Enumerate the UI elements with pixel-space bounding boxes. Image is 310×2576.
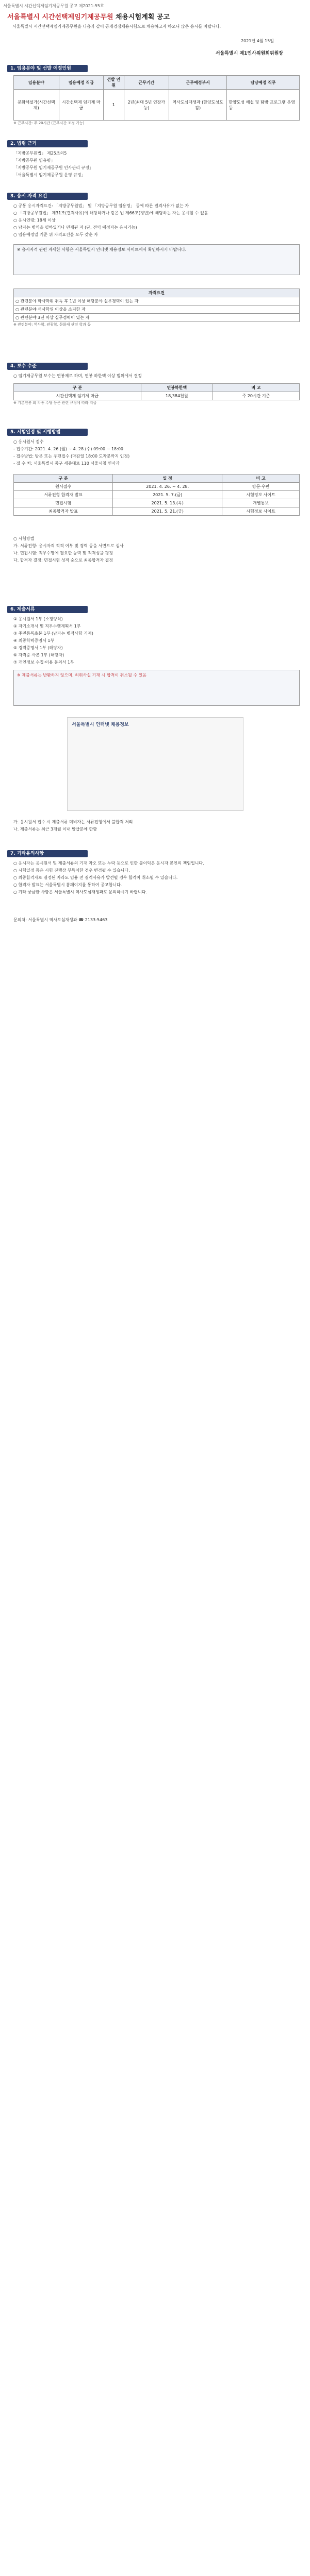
contact-info: 문의처: 서울특별시 역사도심재생과 ☎ 2133-5463 [13,918,108,922]
table-cell: 시험정보 사이트 [222,491,300,499]
list-item: 「지방공무원 임기제공무원 인사관리 규정」 [13,165,94,170]
table-row [14,483,300,491]
table-cell: 시간선택제 임기제 마급 [14,392,141,400]
table-header: 구 분 [14,474,113,483]
website-screenshot [67,717,243,811]
list-item: ○ 합격자 발표는 서울특별시 홈페이지를 통하여 공고합니다. [13,883,122,887]
section-5-body [13,439,300,468]
section-2-title: 2. 법령 근거 [7,140,88,147]
list-item: 「지방공무원법」 제25조의5 [13,151,67,156]
intro-text: 서울특별시 시간선택제임기제공무원을 다음과 같이 공개경쟁채용시험으로 채용하고자 하오니 많은 응시를 바랍니다. [12,24,221,29]
table-cell: 2021. 4. 26. ~ 4. 28. [113,483,222,491]
table-header-row [14,474,300,483]
list-item: ③ 주민등록초본 1부 (남자는 병적사항 기재) [13,631,93,636]
section-7-title: 7. 기타유의사항 [7,850,88,857]
table-header-row [14,384,300,392]
table-cell: 2021. 5. 7.(금) [113,491,222,499]
table-row [14,314,300,322]
section-lead: ○ 응시원서 접수 [13,439,44,444]
table-cell: 면접시험 [14,499,113,507]
salary-table [13,383,300,405]
table-row [14,90,300,121]
notice-text: ※ 제출서류는 반환하지 않으며, 허위사실 기재 시 합격이 취소될 수 있음 [17,673,147,677]
table-header: 구 분 [14,384,141,392]
table-cell: 시험정보 사이트 [222,507,300,516]
table-header: 근무예정부서 [169,76,227,90]
section-6-notes [13,819,300,834]
page-title [7,11,303,21]
list-item: ① 응시원서 1부 (소정양식) [13,617,63,621]
section-5-title: 5. 시험일정 및 시행방법 [7,429,88,436]
list-item: 가. 응시원서 접수 시 제출서류 미비자는 서류전형에서 불합격 처리 [13,820,133,824]
list-item: ○ 응시자는 응시원서 및 제출서류의 기재 착오 또는 누락 등으로 인한 불이익은 응시자 본인의 책임입니다. [13,861,204,866]
list-item: ⑤ 경력증명서 1부 (해당자) [13,646,63,650]
signer: 서울특별시 제1인사위원회위원장 [215,51,283,56]
list-item: 나. 제출서류는 최근 3개월 이내 발급분에 한함 [13,827,97,832]
section-3-title: 3. 응시 자격 요건 [7,193,88,200]
title-red: 서울특별시 시간선택제임기제공무원 [7,13,113,21]
positions-table [13,75,300,126]
notice-date: 2021년 4월 15일 [241,39,274,43]
section-2-body [13,150,300,179]
schedule-table [13,474,300,516]
table-header-row [14,76,300,90]
section-5-method [13,536,300,565]
table-header: 자격요건 [14,289,300,297]
table-note: ※ 근무시간: 주 20시간 (근무시간 조정 가능) [13,121,85,125]
section-4-title: 4. 보수 수준 [7,363,88,370]
section-4-body [13,373,300,380]
table-row [14,392,300,400]
table-row [14,297,300,306]
table-cell: 18,384천원 [141,392,213,400]
section-6-title: 6. 제출서류 [7,606,88,613]
table-header: 비 고 [213,384,299,392]
table-header: 임용예정 직급 [59,76,103,90]
table-row [14,507,300,516]
list-item: ⑥ 자격증 사본 1부 (해당자) [13,653,64,657]
section-6-notice-box [13,670,300,706]
list-item: ○ 최종합격자로 결정된 자라도 임용 전 결격사유가 발견될 경우 합격이 취소될 수 있습니다. [13,875,178,880]
table-cell: 개별통보 [222,499,300,507]
section-3-notice-box: ※ 응시자격 관련 자세한 사항은 서울특별시 인터넷 채용정보 사이트에서 확인하시기 바랍니다. [13,244,300,275]
table-row [14,306,300,314]
list-item: 나. 면접시험: 직무수행에 필요한 능력 및 적격성을 평정 [13,551,113,555]
list-item: ○ 「지방공무원법」 제31조(결격사유)에 해당하거나 같은 법 제66조(정년)에 해당하는 자는 응시할 수 없음 [13,211,208,215]
notice-number: 서울특별시 시간선택제임기제공무원 공고 제2021-55호 [3,4,104,8]
list-item: ○ 임용예정일 기준 위 자격요건을 모두 갖춘 자 [13,232,98,237]
table-cell: 1 [103,90,124,121]
table-cell: 서류전형 합격자 발표 [14,491,113,499]
section-6-body [13,616,300,667]
section-lead: ○ 임기제공무원 보수는 연봉제로 하며, 연봉 하한액 이상 범위에서 결정 [13,374,142,378]
list-item: ② 자기소개서 및 직무수행계획서 1부 [13,624,81,629]
table-header: 담당예정 직무 [227,76,300,90]
list-item: - 접 수 처: 서울특별시 중구 세종대로 110 서울시청 인사과 [13,461,120,466]
list-item: 「서울특별시 임기제공무원 운영 규정」 [13,173,86,177]
table-cell: 2021. 5. 21.(금) [113,507,222,516]
list-item: ④ 최종학력증명서 1부 [13,638,55,643]
table-header: 근무기간 [124,76,169,90]
list-item: ○ 남자는 병역을 필하였거나 면제된 자 (단, 전역 예정자는 응시가능) [13,225,137,230]
table-cell: 2021. 5. 13.(목) [113,499,222,507]
section-lead: ○ 시험방법 [13,536,35,541]
table-cell: 2년(최대 5년 연장가능) [124,90,169,121]
section-3-body [13,203,300,239]
list-item: 「지방공무원 임용령」 [13,158,55,163]
table-cell: ○ 관련분야 학사학위 취득 후 1년 이상 해당분야 실무경력이 있는 자 [14,297,300,306]
table-cell: 주 20시간 기준 [213,392,299,400]
table-cell: 시간선택제 임기제 마급 [59,90,103,121]
table-header-row [14,289,300,297]
list-item: - 접수기간: 2021. 4. 26.(월) ~ 4. 28.(수) 09:00 ~ 18:00 [13,447,123,451]
table-row [14,499,300,507]
table-cell: 최종합격자 발표 [14,507,113,516]
qualification-table [13,289,300,327]
table-header: 선발 인원 [103,76,124,90]
list-item: 다. 합격자 결정: 면접시험 성적 순으로 최종합격자 결정 [13,558,113,563]
title-black: 채용시험계획 공고 [116,13,170,21]
list-item: - 접수방법: 방문 또는 우편접수 (마감일 18:00 도착분까지 인정) [13,454,130,459]
table-cell: 원서접수 [14,483,113,491]
list-item: ○ 응시연령: 18세 이상 [13,218,56,223]
table-cell: 문화해설가(시간선택제) [14,90,59,121]
table-cell: 방문·우편 [222,483,300,491]
section-1-title: 1. 임용분야 및 선발 예정인원 [7,65,88,72]
list-item: 가. 서류전형: 응시자격 적격 여부 및 경력 등을 서면으로 심사 [13,544,124,548]
list-item: ⑦ 개인정보 수집·이용 동의서 1부 [13,660,74,665]
table-header: 비 고 [222,474,300,483]
table-header: 임용분야 [14,76,59,90]
website-caption: 서울특별시 인터넷 채용정보 [72,722,129,727]
list-item: ○ 시험일정 등은 시험 진행상 부득이한 경우 변경될 수 있습니다. [13,868,130,873]
table-note: ※ 기본연봉 외 각종 수당 등은 관련 규정에 따라 지급 [13,401,97,405]
section-lead: ○ 공통 응시자격요건: 「지방공무원법」 및 「지방공무원 임용령」 등에 따른 결격사유가 없는 자 [13,204,189,208]
table-row [14,491,300,499]
table-cell: ○ 관련분야 석사학위 이상을 소지한 자 [14,306,300,314]
list-item: ○ 기타 궁금한 사항은 서울특별시 역사도심재생과로 문의하시기 바랍니다. [13,890,148,894]
table-note: ※ 관련분야: 역사학, 관광학, 문화재 관련 학과 등 [13,323,91,327]
table-cell: 역사도심재생과 (한양도성도감) [169,90,227,121]
section-7-body [13,860,300,896]
table-header: 일 정 [113,474,222,483]
table-cell: 한양도성 해설 및 탐방 프로그램 운영 등 [227,90,300,121]
table-header: 연봉하한액 [141,384,213,392]
table-cell: ○ 관련분야 3년 이상 실무경력이 있는 자 [14,314,300,322]
